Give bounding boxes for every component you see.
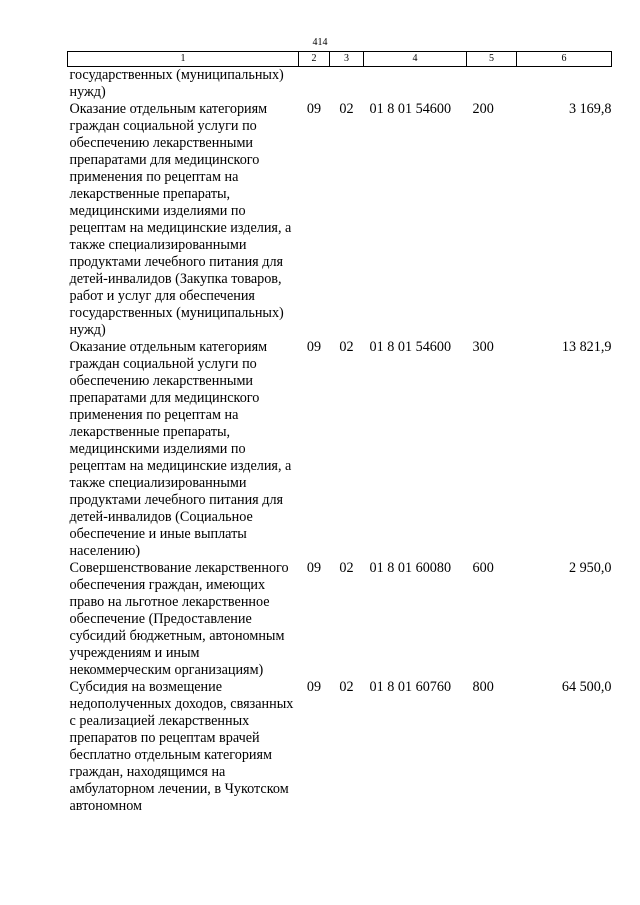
page-number: 414 xyxy=(312,37,328,48)
row-amount: 13 821,9 xyxy=(561,339,612,355)
row-target-code: 01 8 01 54600 xyxy=(369,339,452,355)
row-subsection: 02 xyxy=(339,101,354,117)
row-target-code xyxy=(364,67,467,102)
row-amount: 2 950,0 xyxy=(568,560,612,576)
row-amount xyxy=(517,67,612,102)
row-description: государственных (муниципальных) нужд) xyxy=(69,67,284,100)
row-section: 09 xyxy=(306,101,322,117)
table-row xyxy=(68,560,612,679)
table-row xyxy=(68,101,612,339)
header-col-2: 2 xyxy=(299,52,330,67)
header-col-1: 1 xyxy=(68,52,299,67)
row-subsection: 02 xyxy=(339,339,354,355)
row-section: 09 xyxy=(306,560,322,576)
header-col-3: 3 xyxy=(330,52,364,67)
table-row xyxy=(68,679,612,815)
row-subsection xyxy=(330,67,364,102)
row-target-code: 01 8 01 54600 xyxy=(369,101,452,117)
row-expense-type: 600 xyxy=(472,560,494,576)
row-section: 09 xyxy=(306,679,322,695)
header-col-4: 4 xyxy=(364,52,467,67)
table-row xyxy=(68,67,612,102)
row-section: 09 xyxy=(306,339,322,355)
row-amount: 64 500,0 xyxy=(561,679,612,695)
row-expense-type: 300 xyxy=(472,339,494,355)
table-row xyxy=(68,339,612,560)
row-description: Оказание отдельным категориям граждан социальной услуги по обеспечению лекарственными препаратами для медицинского применения по рецептам на лекарственные препараты, медицинскими изделиями по рецептам на медицинские изделия, а также специализированными продуктами лечебного питания для детей-инвалидов (Социальное обеспечение и иные выплаты населению) xyxy=(69,339,292,559)
header-col-5: 5 xyxy=(467,52,517,67)
row-description: Субсидия на возмещение недополученных доходов, связанных с реализацией лекарственных препаратов по рецептам врачей бесплатно отдельным категориям граждан, находящимся на амбулаторном лечении, в Чукотском автономном xyxy=(69,679,294,814)
row-description: Совершенствование лекарственного обеспечения граждан, имеющих право на льготное лекарственное обеспечение (Предоставление субсидий бюджетным, автономным учреждениям и иным некоммерческим организациям) xyxy=(69,560,289,678)
row-target-code: 01 8 01 60080 xyxy=(369,560,452,576)
header-col-6: 6 xyxy=(517,52,612,67)
header-row xyxy=(68,52,612,67)
row-target-code: 01 8 01 60760 xyxy=(369,679,452,695)
table-header xyxy=(68,52,612,67)
row-subsection: 02 xyxy=(339,560,354,576)
row-section xyxy=(299,67,330,102)
budget-table xyxy=(67,51,612,815)
row-expense-type: 800 xyxy=(472,679,494,695)
row-expense-type xyxy=(467,67,517,102)
row-subsection: 02 xyxy=(339,679,354,695)
row-expense-type: 200 xyxy=(472,101,494,117)
row-amount: 3 169,8 xyxy=(568,101,612,117)
row-description: Оказание отдельным категориям граждан социальной услуги по обеспечению лекарственными препаратами для медицинского применения по рецептам на лекарственные препараты, медицинскими изделиями по рецептам на медицинские изделия, а также специализированными продуктами лечебного питания для детей-инвалидов (Закупка товаров, работ и услуг для обеспечения государственных (муниципальных) нужд) xyxy=(69,101,292,338)
